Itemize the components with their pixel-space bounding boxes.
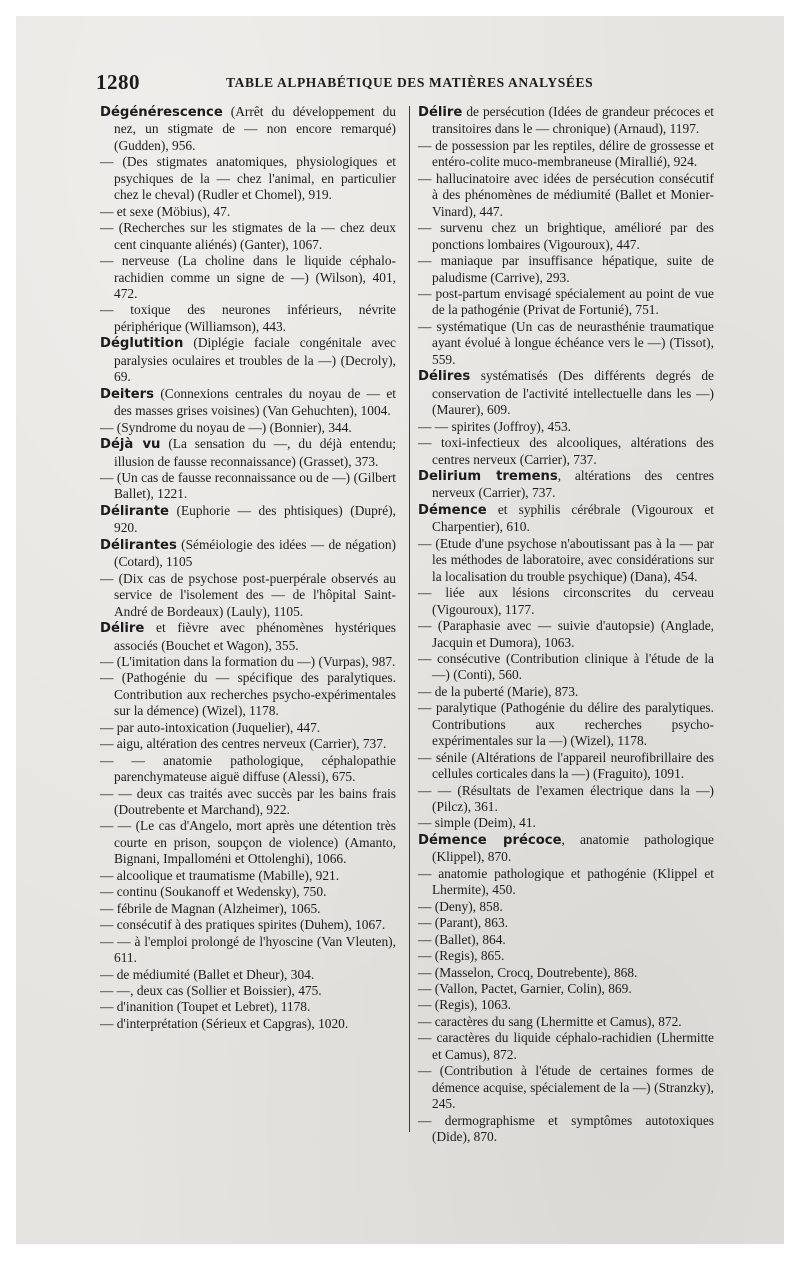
index-column-right — [418, 104, 714, 1146]
index-entry-text: — simple (Deim), 41. — [418, 815, 536, 831]
index-entry — [418, 1030, 714, 1063]
index-entry-text: — (Vallon, Pactet, Garnier, Colin), 869. — [418, 981, 632, 997]
index-entry — [418, 319, 714, 368]
index-entry-text: — (Ballet), 864. — [418, 931, 506, 947]
index-entry — [418, 368, 714, 418]
index-entry — [418, 618, 714, 651]
index-entry — [100, 220, 396, 253]
index-entry-text: — (Paraphasie avec — suivie d'autopsie) (Anglade, Jacquin et Dumora), 1063. — [418, 618, 714, 650]
index-entry-text: — caractères du sang (Lhermitte et Camus), 872. — [418, 1013, 682, 1029]
index-entry-text: de persécution (Idées de grandeur précoces et transitoires dans le — chronique) (Arnaud), 1197. — [432, 104, 714, 137]
index-entry-text: — (Parant), 863. — [418, 915, 508, 931]
index-entry — [100, 786, 396, 819]
index-entry — [418, 253, 714, 286]
index-entry-text: — (Contribution à l'étude de certaines formes de démence acquise, spécialement de la —) (Stranzky), 245. — [418, 1063, 714, 1112]
index-entry-text: — de médiumité (Ballet et Dheur), 304. — [100, 966, 315, 982]
index-entry — [418, 468, 714, 502]
index-entry-text: — anatomie pathologique et pathogénie (Klippel et Lhermite), 450. — [418, 865, 714, 898]
index-entry — [100, 571, 396, 620]
index-entry-text: — hallucinatoire avec idées de persécution consécutif à des phénomènes de médiumité (Ballet et Monier-Vinard), 447. — [418, 170, 714, 219]
index-entry — [418, 750, 714, 783]
index-entry — [100, 884, 396, 900]
index-entry-text: — (L'imitation dans la formation du —) (Vurpas), 987. — [100, 653, 396, 669]
running-title: TABLE ALPHABÉTIQUE DES MATIÈRES ANALYSÉES — [226, 75, 594, 90]
index-entry-text: — — deux cas traités avec succès par les bains frais (Doutrebente et Marchand), 922. — [100, 785, 396, 818]
index-entry — [418, 419, 714, 435]
index-entry-text: (Diplégie faciale congénitale avec paralysies oculaires et troubles de la —) (Decroly), 69. — [114, 335, 396, 385]
index-entry — [100, 503, 396, 537]
index-entry-text: — —, deux cas (Sollier et Boissier), 475. — [100, 983, 322, 999]
column-divider — [409, 106, 410, 1132]
index-entry — [100, 983, 396, 999]
index-entry — [418, 138, 714, 171]
index-entry-text: — — (Le cas d'Angelo, mort après une détention très courte en prison, soupçon de violence) (Amanto, Bignani, Impalloméni et Ottolenghi), 1066. — [100, 818, 396, 867]
index-entry — [100, 302, 396, 335]
index-entry-text: — d'inanition (Toupet et Lebret), 1178. — [100, 999, 311, 1015]
index-entry — [100, 335, 396, 385]
index-entry-text: — toxi-infectieux des alcooliques, altérations des centres nerveux (Carrier), 737. — [418, 435, 714, 467]
index-entry-text: — alcoolique et traumatisme (Mabille), 921. — [100, 867, 340, 883]
index-entry — [418, 832, 714, 866]
index-entry — [100, 934, 396, 967]
index-term: Delirium tremens — [418, 468, 558, 484]
index-entry — [418, 651, 714, 684]
index-entry — [100, 654, 396, 670]
index-entry-text: — liée aux lésions circonscrites du cerveau (Vigouroux), 1177. — [418, 585, 714, 617]
index-entry-text: — maniaque par insuffisance hépatique, suite de paludisme (Carrive), 293. — [418, 253, 714, 285]
index-term: Délire — [100, 621, 145, 637]
index-entry-text: — (Dix cas de psychose post-puerpérale observés au service de l'isolement des — de l'hôpital Saint-André de Bordeaux) (Lauly), 1105. — [100, 570, 396, 619]
index-term: Déglutition — [100, 336, 184, 352]
index-entry-text: — — anatomie pathologique, céphalopathie parenchymateuse aiguë diffuse (Alessi), 675. — [100, 752, 396, 785]
index-entry-text: — dermographisme et symptômes autotoxiques (Dide), 870. — [418, 1112, 714, 1145]
index-entry-text: — fébrile de Magnan (Alzheimer), 1065. — [100, 900, 321, 916]
index-entry-text: — consécutif à des pratiques spirites (Duhem), 1067. — [100, 917, 386, 933]
index-entry — [418, 1113, 714, 1146]
index-entry — [418, 783, 714, 816]
index-entry-text: — par auto-intoxication (Juquelier), 447. — [100, 719, 321, 735]
index-entry — [418, 1014, 714, 1030]
index-entry — [100, 753, 396, 786]
index-entry-text: — — spirites (Joffroy), 453. — [418, 418, 571, 434]
index-entry — [100, 253, 396, 302]
index-entry-text: — d'interprétation (Sérieux et Capgras), 1020. — [100, 1015, 349, 1031]
index-entry-text: — (Masselon, Crocq, Doutrebente), 868. — [418, 964, 638, 980]
index-entry-text: — survenu chez un brightique, amélioré par des ponctions lombaires (Vigouroux), 447. — [418, 220, 714, 252]
index-term: Délirante — [100, 503, 169, 519]
index-entry-text: — aigu, altération des centres nerveux (Carrier), 737. — [100, 736, 387, 752]
index-entry-text: — (Regis), 865. — [418, 948, 505, 964]
index-entry — [100, 620, 396, 654]
index-entry — [418, 815, 714, 831]
index-entry-text: (Séméiologie des idées — de négation) (Cotard), 1105 — [114, 536, 396, 570]
index-entry — [100, 670, 396, 719]
index-entry — [418, 286, 714, 319]
index-entry — [418, 585, 714, 618]
index-entry — [100, 1016, 396, 1032]
index-entry-text: et fièvre avec phénomènes hystériques associés (Bouchet et Wagon), 355. — [114, 620, 396, 653]
index-entry — [100, 436, 396, 470]
index-entry — [418, 997, 714, 1013]
index-entry-text: — nerveuse (La choline dans le liquide céphalo-rachidien comme un signe de —) (Wilson), 401, 472. — [100, 253, 396, 301]
index-entry-text: , altérations des centres nerveux (Carrier), 737. — [432, 467, 714, 501]
index-entry — [100, 917, 396, 933]
index-entry-text: — systématique (Un cas de neurasthénie traumatique ayant évolué à longue échéance vers le —) (Tissot), 559. — [418, 318, 714, 367]
index-entry — [418, 684, 714, 700]
index-entry — [418, 700, 714, 749]
page-number: 1280 — [96, 70, 140, 94]
index-entry — [418, 220, 714, 253]
index-entry-text: — — (Résultats de l'examen électrique dans la —) (Pilcz), 361. — [418, 782, 714, 815]
index-entry-text: — (Pathogénie du — spécifique des paralytiques. Contribution aux recherches psycho-expérimentales sur la démence) (Wizel), 1178. — [100, 670, 396, 719]
index-entry-text: — (Des stigmates anatomiques, physiologiques et psychiques de la — chez l'animal, en particulier chez le cheval) (Rudler et Chomel), 919. — [100, 154, 396, 203]
index-entry-text: — (Recherches sur les stigmates de la — chez deux cent cinquante aliénés) (Ganter), 1067. — [100, 220, 396, 252]
index-term: Dégénérescence — [100, 105, 223, 120]
index-entry-text: — paralytique (Pathogénie du délire des paralytiques. Contributions aux recherches psycho-expérimentales sur la —) (Wizel), 1178. — [418, 700, 714, 749]
index-entry-text: (Euphorie — des phtisiques) (Dupré), 920. — [114, 502, 396, 536]
index-entry — [418, 981, 714, 997]
index-entry — [418, 866, 714, 899]
index-entry — [100, 967, 396, 983]
index-entry-text: — (Regis), 1063. — [418, 997, 511, 1013]
index-entry-text: — (Deny), 858. — [418, 898, 503, 914]
index-entry-text: — (Syndrome du noyau de —) (Bonnier), 344. — [100, 419, 352, 435]
index-entry-text: — — à l'emploi prolongé de l'hyoscine (Van Vleuten), 611. — [100, 933, 396, 966]
page-header — [96, 70, 716, 94]
index-term: Démence — [418, 502, 487, 518]
index-term: Deiters — [100, 386, 155, 402]
index-entry — [418, 1063, 714, 1112]
index-entry — [418, 171, 714, 220]
index-term: Délires — [418, 369, 471, 385]
index-term: Délire — [418, 105, 463, 120]
index-entry-text: — toxique des neurones inférieurs, névrite périphérique (Williamson), 443. — [100, 302, 396, 334]
index-entry — [418, 948, 714, 964]
index-entry-text: (Connexions centrales du noyau de — et des masses grises voisines) (Van Gehuchten), 1004. — [114, 385, 396, 419]
index-entry-text: — (Etude d'une psychose n'aboutissant pas à la — par les méthodes de laboratoire, avec considérations sur la localisation du trouble psychique) (Dana), 454. — [418, 535, 714, 584]
index-entry — [100, 104, 396, 154]
index-term: Délirantes — [100, 537, 177, 553]
index-entry-text: — de la puberté (Marie), 873. — [418, 683, 579, 699]
index-term: Déjà vu — [100, 437, 161, 453]
index-entry-text: (Arrêt du développement du nez, un stigmate de — non encore remarqué) (Gudden), 956. — [114, 104, 396, 153]
index-entry — [418, 435, 714, 468]
index-entry — [418, 965, 714, 981]
index-entry — [100, 204, 396, 220]
index-entry — [100, 470, 396, 503]
index-entry — [418, 502, 714, 536]
index-entry-text: — consécutive (Contribution clinique à l'étude de la —) (Conti), 560. — [418, 650, 714, 683]
index-entry — [100, 154, 396, 203]
index-entry — [100, 420, 396, 436]
index-entry-text: et syphilis cérébrale (Vigouroux et Charpentier), 610. — [432, 501, 714, 535]
index-entry — [100, 736, 396, 752]
index-entry — [418, 899, 714, 915]
index-entry-text: — continu (Soukanoff et Wedensky), 750. — [100, 884, 327, 900]
index-entry-text: systématisés (Des différents degrés de conservation de l'activité intellectuelle dans les —) (Maurer), 609. — [432, 368, 714, 418]
index-entry-text: — (Un cas de fausse reconnaissance ou de —) (Gilbert Ballet), 1221. — [100, 469, 396, 502]
index-entry — [100, 999, 396, 1015]
index-entry-text: — sénile (Altérations de l'appareil neurofibrillaire des cellules corticales dans la —) (Fraguito), 1091. — [418, 749, 714, 782]
index-column-left — [100, 104, 396, 1032]
index-entry — [418, 932, 714, 948]
index-term: Démence précoce — [418, 832, 562, 848]
index-entry — [100, 818, 396, 867]
index-entry-text: , anatomie pathologique (Klippel), 870. — [432, 831, 714, 865]
index-entry — [418, 536, 714, 585]
index-entry-text: — post-partum envisagé spécialement au point de vue de la pathogénie (Privat de Fortunié), 751. — [418, 285, 714, 318]
index-entry-text: (La sensation du —, du déjà entendu; illusion de fausse reconnaissance) (Grasset), 373. — [114, 436, 396, 469]
index-entry — [100, 720, 396, 736]
index-entry — [100, 537, 396, 571]
index-entry-text: — et sexe (Möbius), 47. — [100, 203, 231, 219]
index-entry — [418, 915, 714, 931]
index-entry — [100, 868, 396, 884]
index-entry-text: — caractères du liquide céphalo-rachidien (Lhermitte et Camus), 872. — [418, 1030, 714, 1062]
index-entry-text: — de possession par les reptiles, délire de grossesse et entéro-colite muco-membraneuse (Mirallié), 924. — [418, 137, 714, 170]
index-entry — [418, 104, 714, 138]
index-entry — [100, 386, 396, 420]
index-entry — [100, 901, 396, 917]
